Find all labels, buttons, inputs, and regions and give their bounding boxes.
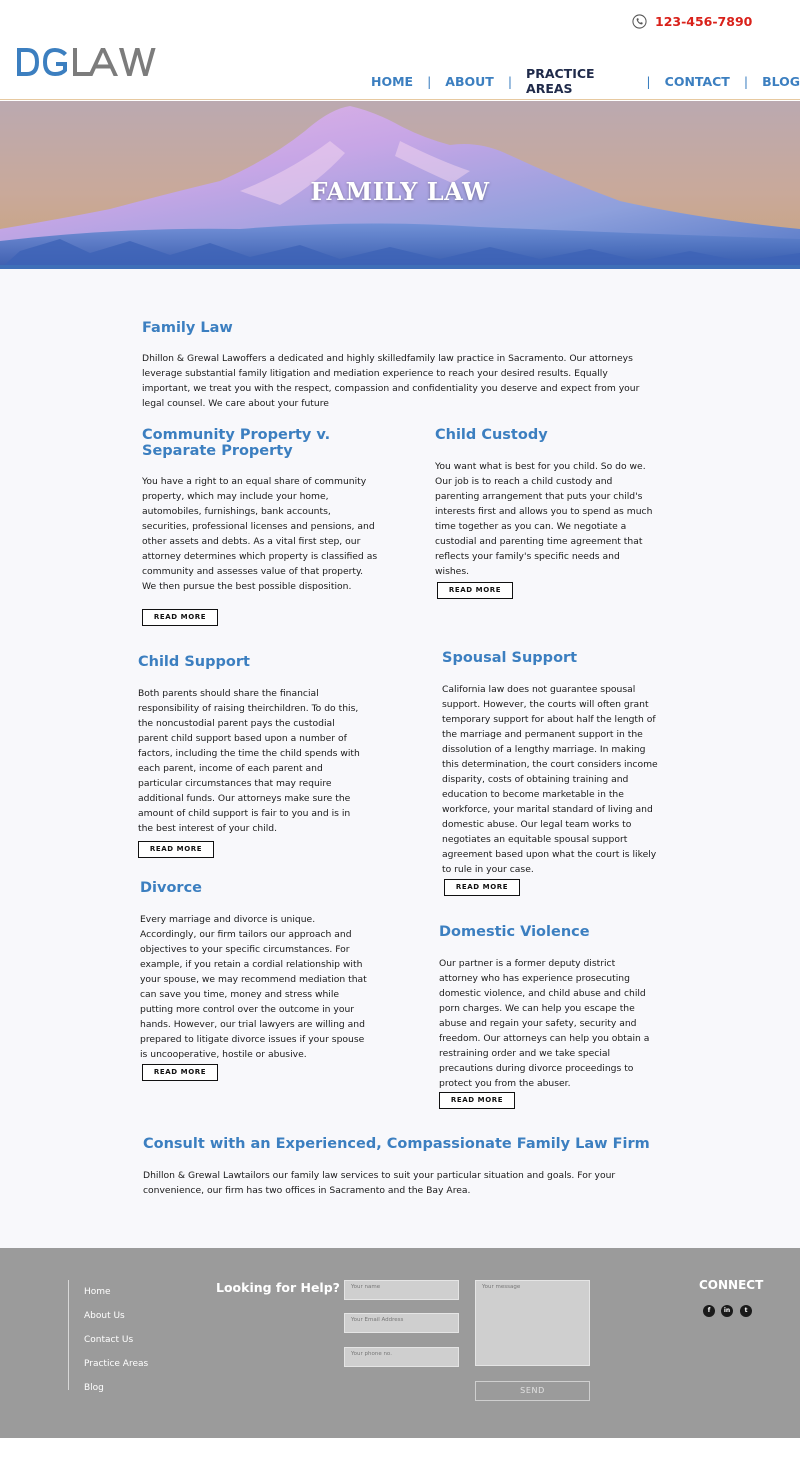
footer-link-about-us[interactable]: About Us	[84, 1311, 125, 1321]
section-body-divorce: Every marriage and divorce is unique. Accordingly, our firm tailors our approach and objectives to your specific circumstances. For example, if you retain a cordial relationship with your spouse, we may recommend mediation that can save you time, money and stress while putting more control over the outcome in your hands. However, our trial lawyers are willing and prepared to litigate divorce issues if your spouse is uncooperative, hostile or abusive.	[140, 914, 367, 1060]
twitter-icon[interactable]: t	[740, 1305, 752, 1317]
nav-separator: |	[507, 73, 513, 89]
footer-link-blog[interactable]: Blog	[84, 1383, 104, 1393]
nav-separator: |	[427, 73, 432, 89]
phone-field[interactable]: Your phone no.	[344, 1347, 459, 1367]
site-footer	[0, 1248, 800, 1438]
header-phone[interactable]	[632, 14, 752, 29]
phone-number[interactable]: 123-456-7890	[655, 14, 753, 29]
nav-home[interactable]: HOME	[371, 73, 414, 89]
read-more-button-child-support[interactable]: READ MORE	[138, 841, 214, 858]
linkedin-icon[interactable]: in	[721, 1305, 733, 1317]
section-title-domestic-violence: Domestic Violence	[439, 924, 590, 940]
hero-banner	[0, 101, 800, 269]
section-body-spousal-support: California law does not guarantee spousal support. However, the courts will often grant temporary support for about half the length of the marriage and permanent support in the dissolution of a lengthy marriage. In making this determination, the court considers income disparity, costs of obtaining training and education to become marketable in the workforce, your marital standard of living and domestic abuse. Our legal team works to negotiates an equitable spousal support agreement based upon what the court is likely to rule in your case.	[442, 684, 658, 875]
name-field[interactable]: Your name	[344, 1280, 459, 1300]
consult-body: Dhillon & Grewal Lawtailors our family law services to suit your particular situation and goals. For your convenience, our firm has two offices in Sacramento and the Bay Area.	[143, 1170, 616, 1196]
section-body-child-custody: You want what is best for you child. So do we. Our job is to reach a child custody and parenting arrangement that puts your child's interests first and allows you to spend as much time together as you can. We negotiate a custodial and parenting time agreement that reflects your family's specific needs and wishes.	[435, 461, 653, 577]
read-more-button-domestic-violence[interactable]: READ MORE	[439, 1092, 515, 1109]
intro-title: Family Law	[142, 320, 233, 336]
message-field[interactable]: Your message	[475, 1280, 590, 1366]
logo-graphic	[15, 44, 160, 80]
nav-about[interactable]: ABOUT	[445, 73, 494, 89]
nav-separator: |	[646, 73, 651, 89]
help-title: Looking for Help?	[216, 1280, 340, 1295]
section-body-child-support: Both parents should share the financial responsibility of raising theirchildren. To do this, the noncustodial parent pays the custodial parent child support based upon a number of factors, including the time the child spends with each parent, income of each parent and particular circumstances that may require additional funds. Our attorneys make sure the amount of child support is fair to you and is in the best interest of your child.	[138, 688, 360, 834]
read-more-button-community-property[interactable]: READ MORE	[142, 609, 218, 626]
footer-link-practice-areas[interactable]: Practice Areas	[84, 1359, 149, 1369]
site-logo[interactable]	[15, 44, 160, 84]
site-header	[0, 0, 800, 100]
send-button[interactable]: SEND	[475, 1381, 590, 1401]
footer-links	[68, 1280, 149, 1393]
main-nav	[371, 66, 800, 96]
read-more-button-divorce[interactable]: READ MORE	[142, 1064, 218, 1081]
email-field[interactable]: Your Email Address	[344, 1313, 459, 1333]
read-more-button-spousal-support[interactable]: READ MORE	[444, 879, 520, 896]
nav-blog[interactable]: BLOG	[762, 73, 800, 89]
section-title-spousal-support: Spousal Support	[442, 650, 578, 666]
read-more-button-child-custody[interactable]: READ MORE	[437, 582, 513, 599]
footer-link-home[interactable]: Home	[84, 1287, 111, 1297]
section-title-community-property: Community Property v. Separate Property	[142, 427, 331, 459]
hero-title: FAMILY LAW	[310, 177, 490, 206]
nav-separator: |	[743, 73, 749, 89]
section-title-child-custody: Child Custody	[435, 427, 548, 443]
section-title-child-support: Child Support	[138, 654, 250, 670]
connect-title: CONNECT	[699, 1278, 764, 1292]
footer-link-contact-us[interactable]: Contact Us	[84, 1335, 134, 1345]
intro-body: Dhillon & Grewal Lawoffers a dedicated and highly skilledfamily law practice in Sacramento. Our attorneys leverage substantial family litigation and mediation experience to reach your desired results. Equally important, we treat you with the respect, compassion and confidentiality you deserve and expect from your legal counsel. We care about your future	[142, 353, 640, 409]
phone-icon	[632, 14, 647, 29]
page-bottom	[0, 1438, 800, 1457]
section-body-community-property: You have a right to an equal share of community property, which may include your home, automobiles, furnishings, bank accounts, securities, professional licenses and pensions, and other assets and debts. As a vital first step, our attorney determines which property is classified as community and assesses value of that property. We then pursue the best possible disposition.	[142, 476, 378, 592]
nav-practice-areas[interactable]: PRACTICE AREAS	[526, 66, 595, 96]
consult-title: Consult with an Experienced, Compassionate Family Law Firm	[143, 1136, 650, 1152]
main-content	[0, 269, 800, 1248]
facebook-icon[interactable]: f	[703, 1305, 715, 1317]
section-body-domestic-violence: Our partner is a former deputy district attorney who has experience prosecuting domestic violence, and child abuse and child porn charges. We can help you escape the abuse and regain your safety, security and freedom. Our attorneys can help you obtain a restraining order and we take special precautions during divorce proceedings to protect you from the abuser.	[439, 958, 650, 1089]
section-title-divorce: Divorce	[140, 880, 203, 896]
nav-contact[interactable]: CONTACT	[664, 73, 730, 89]
